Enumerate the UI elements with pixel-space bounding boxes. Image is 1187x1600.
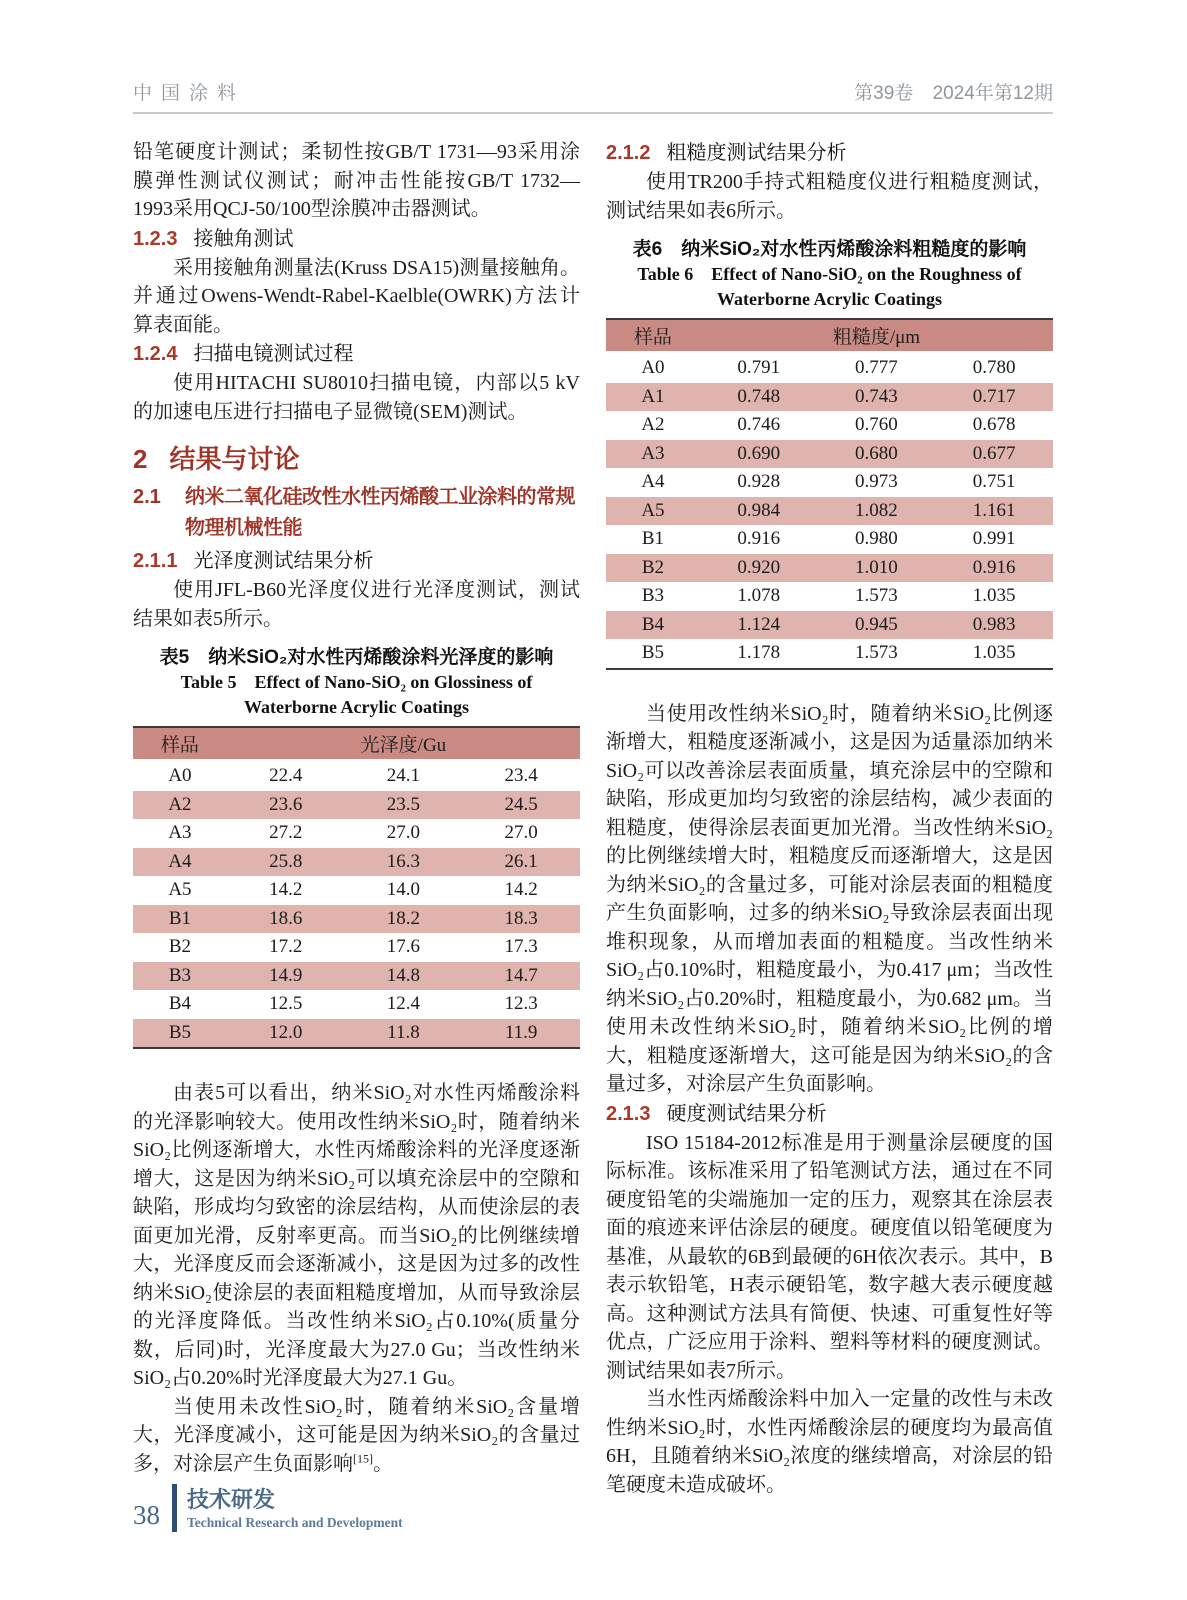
footer-section-en: Technical Research and Development: [187, 1515, 403, 1530]
section-heading-2-1: [133, 482, 580, 544]
two-column-body: [133, 138, 1053, 1499]
sample-cell: A5: [168, 879, 192, 901]
issue-label: 2024年第12期: [932, 83, 1053, 104]
value-cell: 0.680: [855, 442, 898, 464]
paragraph-text: 当使用未改性SiO₂时，随着纳米SiO₂含量增大，光泽度减小，这可能是因为纳米SiO₂的含量过多，对涂层产生负面影响: [133, 1395, 580, 1475]
table-row: [606, 497, 1053, 526]
value-cell: 1.178: [737, 642, 781, 664]
value-cell: 18.6: [269, 907, 303, 929]
section-number: 1.2.3: [133, 227, 178, 250]
column-header-roughness: 粗糙度/μm: [700, 319, 1053, 353]
value-cell: 0.980: [855, 528, 898, 550]
sample-cell: B5: [168, 1021, 192, 1043]
column-header-sample: 样品: [606, 319, 700, 353]
section-heading-1-2-4: [133, 339, 580, 369]
section-number: 2.1.1: [133, 550, 178, 572]
sample-cell: A0: [168, 765, 192, 787]
value-cell: 0.748: [737, 385, 781, 407]
value-cell: 0.677: [972, 442, 1016, 464]
value-cell: 11.9: [504, 1021, 538, 1043]
paragraph: 使用TR200手持式粗糙度仪进行粗糙度测试，测试结果如表6所示。: [606, 171, 1053, 222]
value-cell: 0.777: [855, 357, 898, 379]
section-heading-2-1-1: [133, 546, 580, 576]
table-row: [133, 848, 580, 877]
section-number: 2.1.2: [606, 142, 651, 164]
table-row: [606, 639, 1053, 669]
value-cell: 0.760: [855, 414, 898, 436]
value-cell: 0.973: [855, 471, 898, 493]
value-cell: 1.082: [855, 499, 898, 521]
table-row: [606, 353, 1053, 383]
table6: [606, 318, 1053, 670]
value-cell: 1.078: [737, 585, 781, 607]
value-cell: 27.0: [386, 822, 421, 844]
table-row: [133, 761, 580, 791]
value-cell: 23.5: [386, 793, 421, 815]
paragraph: 由表5可以看出，纳米SiO₂对水性丙烯酸涂料的光泽影响较大。使用改性纳米SiO₂时，随着纳米SiO₂比例逐渐增大，水性丙烯酸涂料的光泽度逐渐增大，这是因为纳米SiO₂可以填充涂层中的空隙和缺陷，形成均匀致密的涂层结构，从而使涂层的表面更加光滑，反射率更高。而当SiO₂的比例继续增大，光泽度反而会逐渐减小，这是因为过多的改性纳米SiO₂使涂层的表面粗糙度增加，从而导致涂层的光泽度降低。当改性纳米SiO₂占0.10%(质量分数，后同)时，光泽度最大为27.0 Gu；当改性纳米SiO₂占0.20%时光泽度最大为27.1 Gu。: [133, 1082, 580, 1389]
page-number: 38: [133, 1500, 160, 1530]
section-heading-2-1-3: [606, 1099, 1053, 1129]
table-row: [133, 876, 580, 905]
section-title: 纳米二氧化硅改性水性丙烯酸工业涂料的常规物理机械性能: [185, 486, 575, 539]
value-cell: 14.0: [386, 879, 421, 901]
paragraph: 使用HITACHI SU8010扫描电镜，内部以5 kV的加速电压进行扫描电子显微镜(SEM)测试。: [133, 372, 580, 423]
sample-cell: A5: [641, 499, 665, 521]
table-row: [133, 819, 580, 848]
value-cell: 1.161: [972, 499, 1016, 521]
right-column: [606, 138, 1053, 1499]
value-cell: 24.5: [504, 793, 538, 815]
issue-info: [840, 78, 1053, 105]
table5-header: [133, 727, 580, 761]
table-header-row: [606, 319, 1053, 353]
sample-cell: A2: [641, 414, 665, 436]
value-cell: 1.035: [972, 642, 1016, 664]
column-header-gloss: 光泽度/Gu: [227, 727, 580, 761]
chapter-number: 2: [133, 444, 148, 474]
value-cell: 18.2: [386, 907, 421, 929]
table6-caption-cn: 表6 纳米SiO₂对水性丙烯酸涂料粗糙度的影响: [632, 239, 1027, 260]
paragraph-text: 。: [373, 1452, 393, 1475]
value-cell: 0.920: [737, 556, 781, 578]
value-cell: 26.1: [504, 850, 538, 872]
value-cell: 0.717: [972, 385, 1016, 407]
value-cell: 0.743: [855, 385, 898, 407]
section-number: 1.2.4: [133, 343, 178, 365]
value-cell: 0.780: [972, 357, 1016, 379]
section-title: 硬度测试结果分析: [666, 1102, 827, 1125]
table-row: [606, 440, 1053, 469]
table-row: [606, 582, 1053, 611]
value-cell: 0.751: [972, 471, 1016, 493]
sample-cell: B3: [641, 585, 665, 607]
value-cell: 25.8: [269, 850, 303, 872]
value-cell: 17.3: [504, 936, 538, 958]
value-cell: 12.3: [504, 993, 538, 1015]
left-column: [133, 138, 580, 1499]
value-cell: 14.2: [269, 879, 303, 901]
section-number: 2.1: [133, 486, 161, 508]
value-cell: 12.0: [269, 1021, 303, 1043]
paragraph: 当使用改性纳米SiO₂时，随着纳米SiO₂比例逐渐增大，粗糙度逐渐减小，这是因为适量添加纳米SiO₂可以改善涂层表面质量，填充涂层中的空隙和缺陷，形成更加均匀致密的涂层结构，减少表面的粗糙度，使得涂层表面更加光滑。当改性纳米SiO₂的比例继续增大时，粗糙度反而逐渐增大，这是因为纳米SiO₂的含量过多，可能对涂层表面的粗糙度产生负面影响，过多的纳米SiO₂导致涂层表面出现堆积现象，从而增加表面的粗糙度。当改性纳米SiO₂占0.10%时，粗糙度最小，为0.417 μm；当改性纳米SiO₂占0.20%时，粗糙度最小，为0.682 μm。当使用未改性纳米SiO₂时，随着纳米SiO₂比例的增大，粗糙度逐渐增大，这可能是因为纳米SiO₂的含量过多，对涂层产生负面影响。: [606, 702, 1053, 1095]
table-row: [606, 411, 1053, 440]
sample-cell: B2: [168, 936, 192, 958]
value-cell: 0.916: [737, 528, 781, 550]
citation-ref: [15]: [353, 1450, 373, 1465]
value-cell: 1.573: [855, 585, 898, 607]
paragraph: ISO 15184-2012标准是用于测量涂层硬度的国际标准。该标准采用了铅笔测试方法，通过在不同硬度铅笔的尖端施加一定的压力，观察其在涂层表面的痕迹来评估涂层的硬度。硬度值以铅笔硬度为基准，从最软的6B到最硬的6H依次表示。其中，B表示软铅笔，H表示硬铅笔，数字越大表示硬度越高。这种测试方法具有简便、快速、可重复性好等优点，广泛应用于涂料、塑料等材料的硬度测试。测试结果如表7所示。: [606, 1131, 1053, 1382]
sample-cell: A4: [641, 471, 665, 493]
table-row: [133, 990, 580, 1019]
value-cell: 1.124: [737, 613, 781, 635]
footer-section-cn: 技术研发: [187, 1487, 276, 1512]
page: [133, 78, 1053, 1499]
column-header-sample: 样品: [133, 727, 227, 761]
footer-divider-bar: [172, 1484, 177, 1532]
sample-cell: A3: [168, 822, 192, 844]
sample-cell: A2: [168, 793, 192, 815]
table6-caption-en: Table 6 Effect of Nano-SiO₂ on the Roughness of Waterborne Acrylic Coatings: [637, 264, 1022, 309]
section-title: 光泽度测试结果分析: [193, 550, 374, 572]
journal-title: 中国涂料: [133, 83, 246, 104]
table-row: [606, 611, 1053, 640]
sample-cell: B1: [641, 528, 665, 550]
section-title: 粗糙度测试结果分析: [666, 142, 847, 164]
table-row: [606, 468, 1053, 497]
value-cell: 14.8: [386, 964, 421, 986]
value-cell: 16.3: [386, 850, 421, 872]
table6-header: [606, 319, 1053, 353]
running-head: [133, 78, 1053, 114]
value-cell: 17.2: [269, 936, 303, 958]
value-cell: 0.746: [737, 414, 781, 436]
value-cell: 23.6: [269, 793, 303, 815]
value-cell: 18.3: [504, 907, 538, 929]
value-cell: 27.0: [504, 822, 538, 844]
value-cell: 24.1: [386, 765, 421, 787]
table-row: [133, 1019, 580, 1049]
value-cell: 14.7: [504, 964, 538, 986]
paragraph: 采用接触角测量法(Kruss DSA15)测量接触角。并通过Owens-Wendt-Rabel-Kaelble(OWRK)方法计算表面能。: [133, 256, 580, 336]
page-footer: [133, 1484, 403, 1532]
table-row: [133, 933, 580, 962]
value-cell: 1.010: [855, 556, 898, 578]
table-row: [133, 791, 580, 820]
table-row: [606, 525, 1053, 554]
table-row: [133, 905, 580, 934]
value-cell: 11.8: [387, 1021, 420, 1043]
value-cell: 22.4: [269, 765, 303, 787]
sample-cell: A1: [641, 385, 665, 407]
table5: [133, 726, 580, 1049]
value-cell: 14.9: [269, 964, 303, 986]
chapter-heading-2: [133, 440, 580, 478]
sample-cell: B2: [641, 556, 665, 578]
sample-cell: B4: [168, 993, 192, 1015]
paragraph: [133, 1393, 580, 1479]
value-cell: 0.690: [737, 442, 781, 464]
sample-cell: B5: [641, 642, 665, 664]
value-cell: 0.928: [737, 471, 781, 493]
table5-body: [133, 761, 580, 1049]
paragraph: 当水性丙烯酸涂料中加入一定量的改性与未改性纳米SiO₂时，水性丙烯酸涂层的硬度均为最高值6H，且随着纳米SiO₂浓度的继续增高，对涂层的铅笔硬度未造成破坏。: [606, 1388, 1053, 1496]
value-cell: 1.573: [855, 642, 898, 664]
paragraph: 使用JFL-B60光泽度仪进行光泽度测试，测试结果如表5所示。: [133, 579, 580, 630]
value-cell: 0.916: [972, 556, 1016, 578]
table-header-row: [133, 727, 580, 761]
volume-label: 第39卷: [854, 83, 914, 104]
sample-cell: B4: [641, 613, 665, 635]
value-cell: 12.5: [269, 993, 303, 1015]
footer-section: [187, 1487, 403, 1532]
section-title: 接触角测试: [193, 227, 294, 250]
table5-caption-cn: 表5 纳米SiO₂对水性丙烯酸涂料光泽度的影响: [159, 647, 554, 668]
table5-caption-en: Table 5 Effect of Nano-SiO₂ on Glossiness of Waterborne Acrylic Coatings: [180, 672, 533, 717]
section-heading-1-2-3: [133, 224, 580, 254]
sample-cell: A3: [641, 442, 665, 464]
value-cell: 0.945: [855, 613, 898, 635]
value-cell: 0.983: [972, 613, 1016, 635]
value-cell: 0.678: [972, 414, 1016, 436]
value-cell: 0.791: [737, 357, 781, 379]
value-cell: 23.4: [504, 765, 538, 787]
sample-cell: A0: [641, 357, 665, 379]
section-title: 扫描电镜测试过程: [193, 343, 354, 365]
value-cell: 17.6: [386, 936, 421, 958]
sample-cell: B3: [168, 964, 192, 986]
value-cell: 0.984: [737, 499, 781, 521]
value-cell: 1.035: [972, 585, 1016, 607]
section-heading-2-1-2: [606, 138, 1053, 168]
sample-cell: B1: [168, 907, 192, 929]
value-cell: 0.991: [972, 528, 1016, 550]
chapter-title: 结果与讨论: [169, 444, 300, 474]
table-row: [133, 962, 580, 991]
paragraph: 铅笔硬度计测试；柔韧性按GB/T 1731—93采用涂膜弹性测试仪测试；耐冲击性能按GB/T 1732—1993采用QCJ-50/100型涂膜冲击器测试。: [133, 141, 580, 220]
table-row: [606, 383, 1053, 412]
sample-cell: A4: [168, 850, 192, 872]
section-number: 2.1.3: [606, 1102, 651, 1125]
value-cell: 14.2: [504, 879, 538, 901]
table6-body: [606, 353, 1053, 669]
table-row: [606, 554, 1053, 583]
value-cell: 12.4: [386, 993, 421, 1015]
value-cell: 27.2: [269, 822, 303, 844]
